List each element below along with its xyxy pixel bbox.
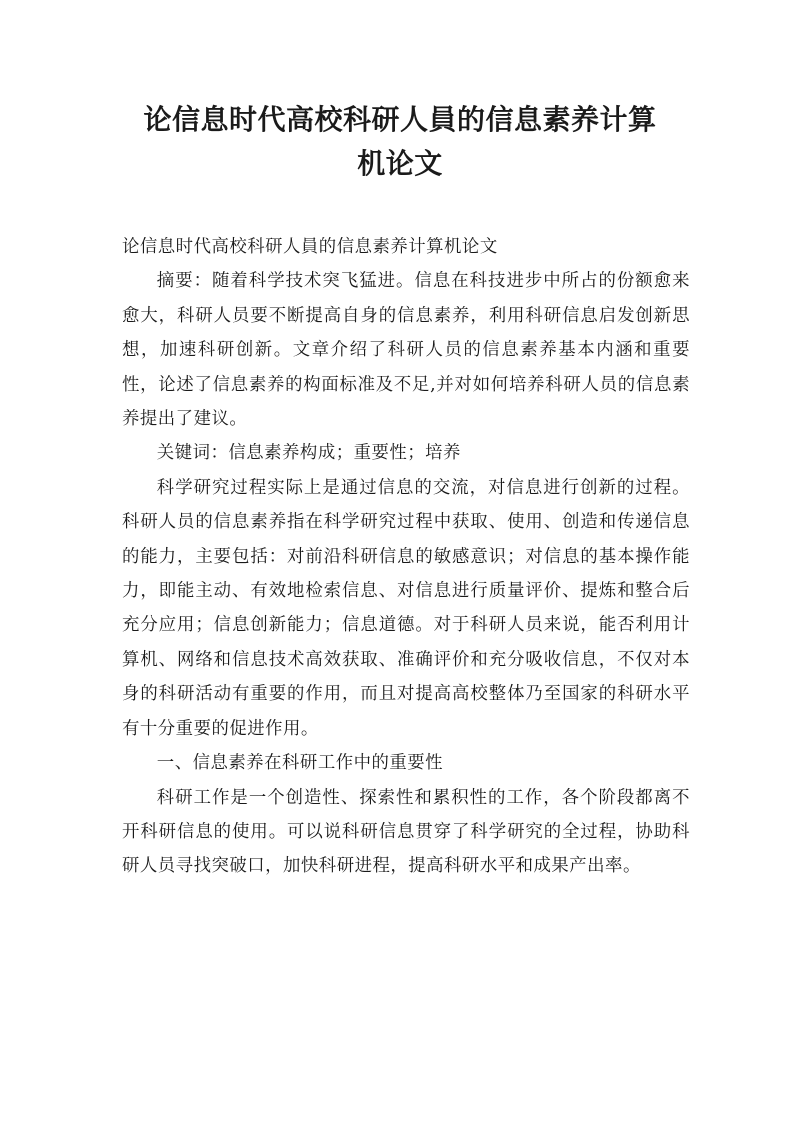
title-line-1: 论信息时代高校科研人員的信息素养计算	[143, 103, 657, 136]
subtitle-line: 论信息时代高校科研人員的信息素养计算机论文	[122, 237, 498, 257]
section-heading-1: 一、信息素养在科研工作中的重要性	[156, 753, 444, 774]
body-paragraph-2: 科研工作是一个创造性、探索性和累积性的工作，各个阶段都离不开科研信息的使用。可以说科研信息贯穿了科学研究的全过程，协助科研人员寻找突破口，加快科研进程，提高科研水平和成果产出率。	[122, 787, 690, 877]
abstract-paragraph: 摘要：随着科学技术突飞猛进。信息在科技进步中所占的份额愈来愈大，科研人员要不断提高自身的信息素养，利用科研信息启发创新思想，加速科研创新。文章介绍了科研人员的信息素养基本内涵和重要性，论述了信息素养的构面标准及不足,并对如何培养科研人员的信息素养提出了建议。	[122, 271, 690, 430]
document-body	[122, 230, 690, 884]
document-title	[110, 98, 690, 186]
keywords-line: 关键词：信息素养构成；重要性；培养	[156, 443, 461, 464]
body-paragraph-1: 科学研究过程实际上是通过信息的交流，对信息进行创新的过程。科研人员的信息素养指在科学研究过程中获取、使用、创造和传递信息的能力，主要包括：对前沿科研信息的敏感意识；对信息的基本操作能力，即能主动、有效地检索信息、对信息进行质量评价、提炼和整合后充分应用；信息创新能力；信息道德。对于科研人员来说，能否利用计算机、网络和信息技术高效获取、准确评价和充分吸收信息，不仅对本身的科研活动有重要的作用，而且对提高高校整体乃至国家的科研水平有十分重要的促进作用。	[122, 477, 690, 739]
title-line-2: 机论文	[357, 147, 443, 180]
